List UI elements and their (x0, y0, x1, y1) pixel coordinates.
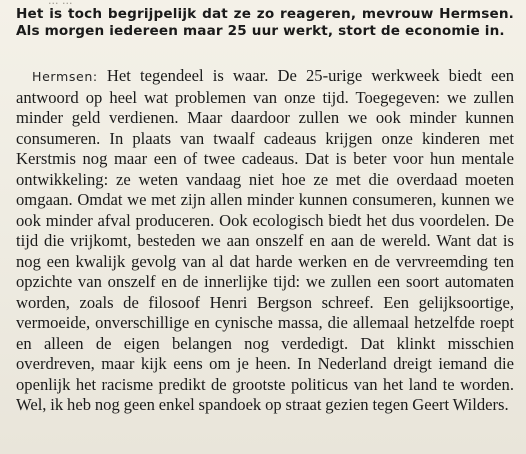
speaker-label: Hermsen: (32, 69, 98, 84)
interview-question: Het is toch begrijpelijk dat ze zo reageren, mevrouw Hermsen. Als morgen iedereen maar 25 uur werkt, stort de economie in. (16, 6, 514, 39)
clipped-top-text (48, 0, 268, 4)
interview-answer (16, 66, 514, 416)
answer-text: Het tegendeel is waar. De 25-urige werkweek biedt een antwoord op heel wat problemen van onze tijd. Toegegeven: we zullen minder geld verdienen. Maar daardoor zullen we ook minder kunnen consumeren. In plaats van twaalf cadeaus krijgen onze kinderen met Kerstmis nog maar een of twee cadeaus. Dat is beter voor hun mentale ontwikkeling: ze weten vandaag niet hoe ze met die overdaad moeten omgaan. Omdat we met zijn allen minder kunnen consumeren, kunnen we ook minder afval produceren. Ook ecologisch biedt het dus voordelen. De tijd die vrijkomt, besteden we aan onszelf en aan de wereld. Want dat is nog een kwalijk gevolg van al dat harde werken en de vervreemding ten opzichte van onszelf en de innerlijke tijd: we zullen een soort automaten worden, zoals de filosoof Henri Bergson schreef. Een gelijksoortige, vermoeide, onverschillige en cynische massa, die allemaal hetzelfde roept en alleen de eigen belangen nog verdedigt. Dat klinkt misschien overdreven, maar kijk eens om je heen. In Nederland dreigt iemand die openlijk het racisme predikt de grootste politicus van het land te worden. Wel, ik heb nog geen enkel spandoek op straat gezien tegen Geert Wilders. (16, 66, 514, 414)
